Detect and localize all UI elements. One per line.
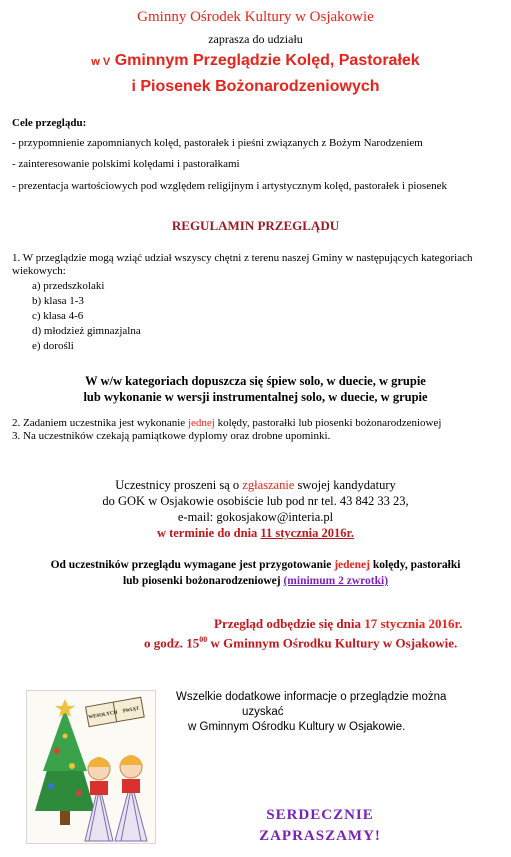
rule-3: 3. Na uczestników czekają pamiątkowe dyplomy oraz drobne upominki. — [12, 430, 331, 442]
event-time-label: o godz. 15 — [144, 635, 200, 651]
rules-continued — [12, 417, 500, 443]
rule-1: 1. W przeglądzie mogą wziąć udział wszyscy chętni z terenu naszej Gminy w następujących kategoriach wiekowych: — [12, 252, 473, 277]
event-date-label: Przegląd odbędzie się dnia — [214, 616, 365, 631]
title-prefix: w V — [91, 56, 111, 68]
event-title — [0, 52, 511, 96]
info-line-2: uzyskać — [242, 706, 284, 718]
registration-line-2: do GOK w Osjakowie osobiście lub pod nr tel. 43 842 33 23, — [102, 494, 409, 508]
rule-2 — [12, 417, 500, 430]
requirement-text-2: lub piosenki bożonarodzeniowej — [122, 575, 284, 587]
requirement-line-1 — [0, 557, 511, 573]
registration-text: Uczestnicy proszeni są o — [115, 478, 243, 492]
carolers-image — [27, 691, 155, 843]
category-item: e) dorośli — [32, 340, 74, 352]
requirement-minimum: (minimum 2 zwrotki) — [283, 575, 389, 587]
performance-line-2: lub wykonanie w wersji instrumentalnej solo, w duecie, w grupie — [83, 390, 428, 404]
rules-section — [12, 252, 500, 354]
goals-section — [12, 116, 500, 193]
requirement-text-end: kolędy, pastorałki — [369, 559, 461, 571]
requirement-section — [0, 557, 511, 589]
organizer-name: Gminny Ośrodek Kultury w Osjakowie — [137, 9, 374, 25]
info-line-3: w Gminnym Ośrodku Kultury w Osjakowie. — [188, 721, 406, 733]
banner-text-left: WESOŁYCH — [88, 710, 118, 721]
registration-deadline — [0, 525, 511, 541]
rule-2-highlight: jednej — [187, 417, 215, 429]
goal-item: - przypomnienie zapomnianych kolęd, pastorałek i pieśni związanych z Bożym Narodzeniem — [12, 137, 423, 149]
closing-invitation — [230, 805, 410, 847]
category-item: c) klasa 4-6 — [32, 310, 84, 322]
invite-text: zaprasza do udziału — [208, 32, 303, 46]
category-item: b) klasa 1-3 — [32, 295, 84, 307]
event-time-place — [144, 635, 457, 651]
category-item: d) młodzież gimnazjalna — [32, 325, 141, 337]
requirement-line-2 — [0, 573, 511, 589]
info-section — [176, 690, 496, 735]
christmas-illustration — [26, 690, 156, 844]
event-date-value: 17 stycznia 2016r. — [364, 616, 463, 631]
title-line-2: i Piosenek Bożonarodzeniowych — [131, 78, 380, 95]
goal-item: - prezentacja wartościowych pod względem religijnym i artystycznym kolęd, pastorałek i piosenek — [12, 180, 447, 192]
registration-highlight: zgłaszanie — [242, 478, 295, 492]
deadline-date: 11 stycznia 2016r. — [260, 526, 355, 540]
registration-text-end: swojej kandydatury — [294, 478, 396, 492]
event-date — [214, 616, 462, 632]
rule-2-text: 2. Zadaniem uczestnika jest wykonanie — [12, 417, 188, 429]
event-place: w Gminnym Ośrodku Kultury w Osjakowie. — [207, 635, 458, 651]
closing-line-2: ZAPRASZAMY! — [259, 828, 381, 844]
performance-line-1: W w/w kategoriach dopuszcza się śpiew solo, w duecie, w grupie — [85, 374, 426, 388]
registration-email: e-mail: gokosjakow@interia.pl — [177, 510, 334, 524]
event-time-minutes: 00 — [199, 635, 208, 644]
rules-heading: REGULAMIN PRZEGLĄDU — [171, 218, 340, 233]
registration-line-1 — [0, 477, 511, 493]
category-item: a) przedszkolaki — [32, 280, 105, 292]
goals-heading: Cele przeglądu: — [12, 117, 87, 129]
rule-2-text-end: kolędy, pastorałki lub piosenki bożonarodzeniowej — [214, 417, 442, 429]
closing-line-1: SERDECZNIE — [266, 807, 374, 823]
requirement-highlight: jedenej — [334, 559, 370, 571]
deadline-label: w terminie do dnia — [156, 526, 261, 540]
requirement-text: Od uczestników przeglądu wymagane jest przygotowanie — [50, 559, 335, 571]
registration-section — [0, 477, 511, 541]
goal-item: - zainteresowanie polskimi kolędami i pastorałkami — [12, 158, 240, 170]
banner-text-right: ŚWIĄT — [122, 706, 140, 715]
categories-list — [32, 279, 500, 354]
performance-forms — [0, 373, 511, 405]
info-line-1: Wszelkie dodatkowe informacje o przeglądzie można — [176, 691, 447, 703]
title-line-1: Gminnym Przeglądzie Kolęd, Pastorałek — [114, 52, 420, 69]
